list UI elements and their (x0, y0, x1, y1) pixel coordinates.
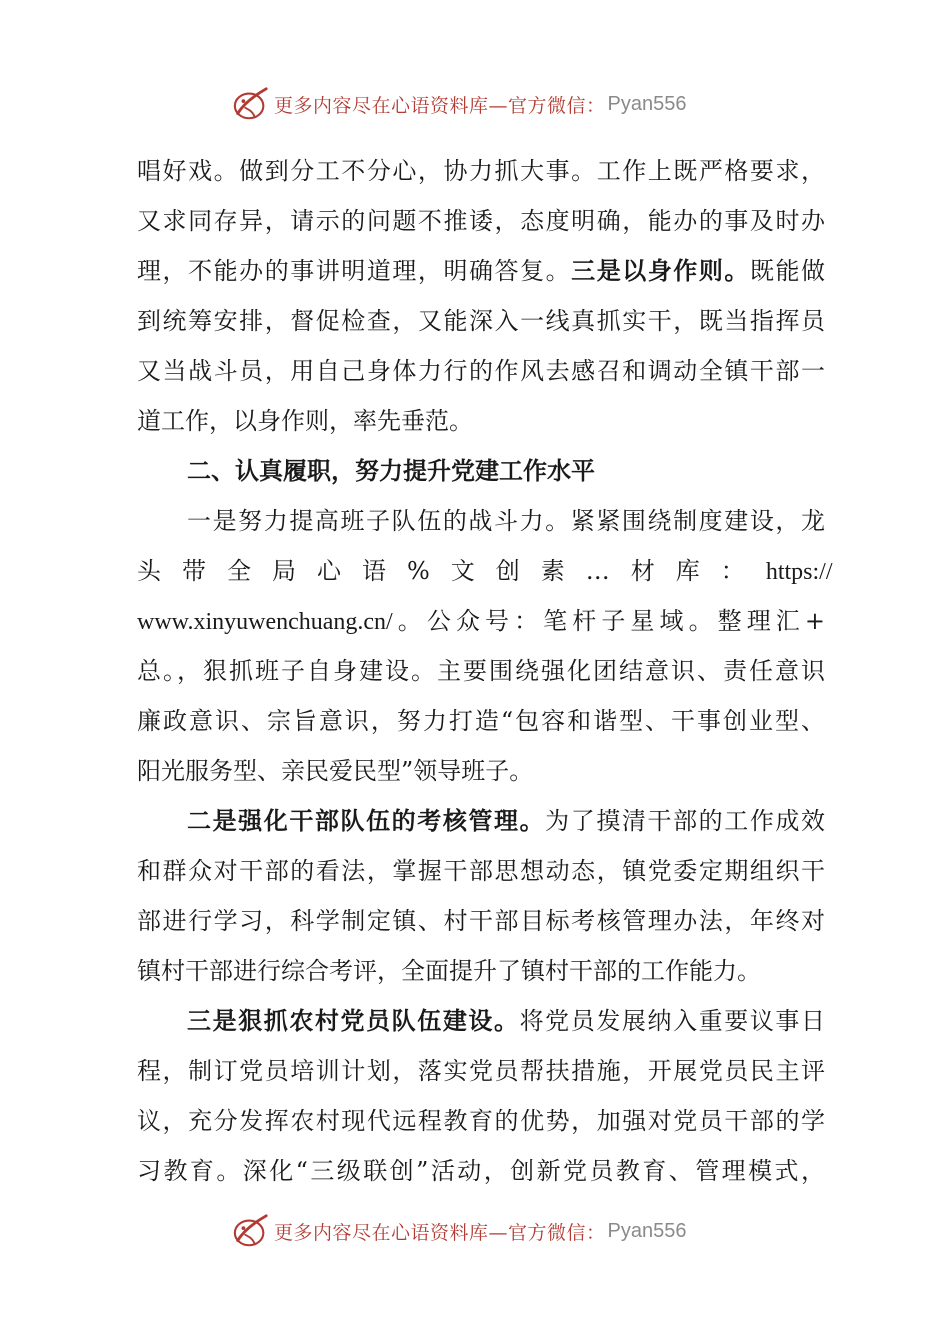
text-line: 又当战斗员，用自己身体力行的作风去感召和调动全镇干部一 (137, 357, 825, 385)
text-line: 到统筹安排，督促检查，又能深入一线真抓实干，既当指挥员 (137, 307, 825, 335)
watermark-wechat-id: Pyan556 (607, 92, 687, 115)
bold-lead-phrase: 三是以身作则。 (571, 256, 750, 285)
watermark-text: 更多内容尽在心语资料库—官方微信： (274, 94, 606, 117)
document-body (137, 146, 833, 1196)
text-line: 镇村干部进行综合考评，全面提升了镇村干部的工作能力。 (137, 957, 761, 985)
text-span: 理，不能办的事讲明道理，明确答复。 (137, 257, 572, 285)
watermark-text: 更多内容尽在心语资料库—官方微信： (274, 1221, 606, 1244)
text-span: 。公众号：笔杆子星域。整理汇+ (392, 607, 825, 635)
text-line (137, 596, 825, 646)
bold-lead-phrase: 二是强化干部队伍的考核管理。 (187, 806, 546, 835)
text-line: 和群众对干部的看法，掌握干部思想动态，镇党委定期组织干 (137, 857, 825, 885)
url-fragment: https:// (765, 559, 833, 585)
text-line (137, 246, 825, 296)
brush-logo-icon (232, 85, 270, 123)
footer-watermark (232, 1211, 752, 1251)
text-line: 总。，狠抓班子自身建设。主要围绕强化团结意识、责任意识 (137, 657, 825, 685)
section-heading: 二、认真履职，努力提升党建工作水平 (187, 456, 595, 485)
text-line: 一是努力提高班子队伍的战斗力。紧紧围绕制度建设，龙 (187, 507, 825, 535)
url-fragment: www.xinyuwenchuang.cn/ (137, 609, 393, 635)
text-span: 既能做 (749, 257, 826, 285)
bold-lead-phrase: 三是狠抓农村党员队伍建设。 (187, 1006, 520, 1035)
text-span: 将党员发展纳入重要议事日 (519, 1007, 826, 1035)
text-line: 又求同存异，请示的问题不推诿，态度明确，能办的事及时办 (137, 207, 825, 235)
brush-logo-icon (232, 1212, 270, 1250)
text-line: 廉政意识、宗旨意识，努力打造“包容和谐型、干事创业型、 (137, 707, 825, 735)
text-line: 部进行学习，科学制定镇、村干部目标考核管理办法，年终对 (137, 907, 825, 935)
text-line: 唱好戏。做到分工不分心，协力抓大事。工作上既严格要求， (137, 157, 825, 185)
text-span: 为了摸清干部的工作成效 (545, 807, 826, 835)
text-line (137, 996, 825, 1046)
text-line (137, 546, 833, 596)
text-line: 程，制订党员培训计划，落实党员帮扶措施，开展党员民主评 (137, 1057, 825, 1085)
text-line: 阳光服务型、亲民爱民型”领导班子。 (137, 757, 534, 785)
watermark-wechat-id: Pyan556 (607, 1219, 687, 1242)
text-line: 习教育。深化“三级联创”活动，创新党员教育、管理模式， (137, 1157, 825, 1185)
header-watermark (232, 84, 752, 124)
text-line: 议，充分发挥农村现代远程教育的优势，加强对党员干部的学 (137, 1107, 825, 1135)
text-line: 道工作，以身作则，率先垂范。 (137, 407, 473, 435)
text-span: 头带全局心语%文创素…材库： (137, 557, 766, 585)
text-line (137, 796, 825, 846)
